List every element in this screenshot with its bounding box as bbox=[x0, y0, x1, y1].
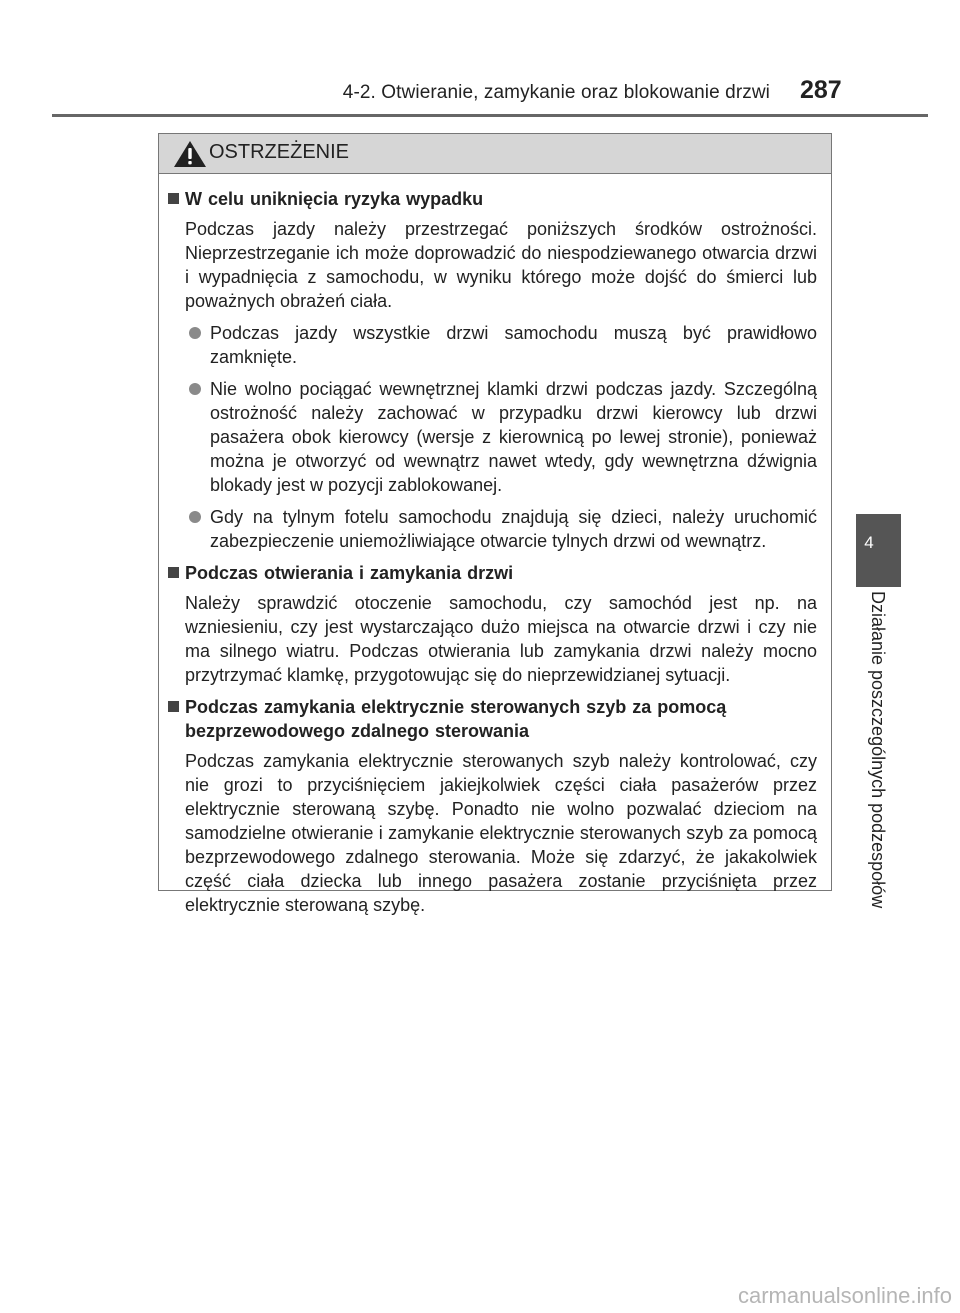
bullet-item bbox=[167, 321, 817, 369]
section-paragraph: Podczas zamykania elektrycznie sterowanych szyb należy kontrolować, czy nie grozi to przyciśnięciem jakiejkolwiek części ciała pasażerów przez elektrycznie sterowaną szybę. Ponadto nie wolno pozwalać dzieciom na samodzielne otwieranie i zamykanie elektrycznie sterowanych szyb za pomocą bezprzewodowego zdalnego sterowania. Może się zdarzyć, że jakakolwiek część ciała dziecka lub innego pasażera zostanie przyciśnięta przez elektrycznie sterowaną szybę. bbox=[185, 751, 817, 915]
section-heading bbox=[167, 561, 817, 585]
bullet-item bbox=[167, 505, 817, 553]
circle-bullet-icon bbox=[189, 327, 201, 339]
section-heading-text: Podczas otwierania i zamykania drzwi bbox=[185, 563, 514, 583]
section-title: 4-2. Otwieranie, zamykanie oraz blokowanie drzwi bbox=[342, 82, 770, 103]
warning-header bbox=[159, 134, 831, 174]
square-bullet-icon bbox=[168, 193, 179, 204]
bullet-text: Nie wolno pociągać wewnętrznej klamki drzwi podczas jazdy. Szczególną ostrożność należy zachować w przypadku drzwi kierowcy lub drzwi pasażera obok kierowcy (wersje z kierownicą po lewej stronie), ponieważ można je otworzyć od wewnątrz nawet wtedy, gdy wewnętrzna dźwignia blokady jest w pozycji zablokowanej. bbox=[210, 379, 817, 495]
section-paragraph: Należy sprawdzić otoczenie samochodu, czy samochód jest np. na wzniesieniu, czy jest wystarczająco dużo miejsca na otwarcie drzwi i czy nie ma silnego wiatru. Podczas otwierania lub zamykania drzwi należy mocno przytrzymać klamkę, przygotowując się do nieprzewidzianej sytuacji. bbox=[185, 593, 817, 685]
header-divider bbox=[52, 114, 928, 117]
warning-triangle-icon bbox=[173, 140, 207, 168]
section-heading-text: Podczas zamykania elektrycznie sterowanych szyb za pomocą bezprzewodowego zdalnego sterowania bbox=[185, 697, 727, 741]
bullet-text: Podczas jazdy wszystkie drzwi samochodu muszą być prawidłowo zamknięte. bbox=[210, 323, 817, 367]
square-bullet-icon bbox=[168, 567, 179, 578]
warning-body bbox=[159, 174, 831, 917]
chapter-number: 4 bbox=[864, 533, 874, 552]
page-number: 287 bbox=[800, 76, 842, 104]
chapter-title: Działanie poszczególnych podzespołów bbox=[868, 591, 888, 909]
circle-bullet-icon bbox=[189, 511, 201, 523]
circle-bullet-icon bbox=[189, 383, 201, 395]
watermark: carmanualsonline.info bbox=[737, 1283, 952, 1308]
warning-title: OSTRZEŻENIE bbox=[209, 141, 350, 163]
section-paragraph: Podczas jazdy należy przestrzegać poniższych środków ostrożności. Nieprzestrzeganie ich może doprowadzić do niespodziewanego otwarcia drzwi i wypadnięcia z samochodu, w wyniku którego może dojść do śmierci lub poważnych obrażeń ciała. bbox=[185, 219, 817, 311]
bullet-text: Gdy na tylnym fotelu samochodu znajdują się dzieci, należy uruchomić zabezpieczenie uniemożliwiające otwarcie tylnych drzwi od wewnątrz. bbox=[210, 507, 817, 551]
bullet-item bbox=[167, 377, 817, 497]
section-heading bbox=[167, 187, 817, 211]
chapter-tab bbox=[856, 514, 901, 587]
section-heading-text: W celu uniknięcia ryzyka wypadku bbox=[185, 189, 484, 209]
section-heading bbox=[167, 695, 817, 743]
warning-box bbox=[158, 133, 832, 915]
square-bullet-icon bbox=[168, 701, 179, 712]
